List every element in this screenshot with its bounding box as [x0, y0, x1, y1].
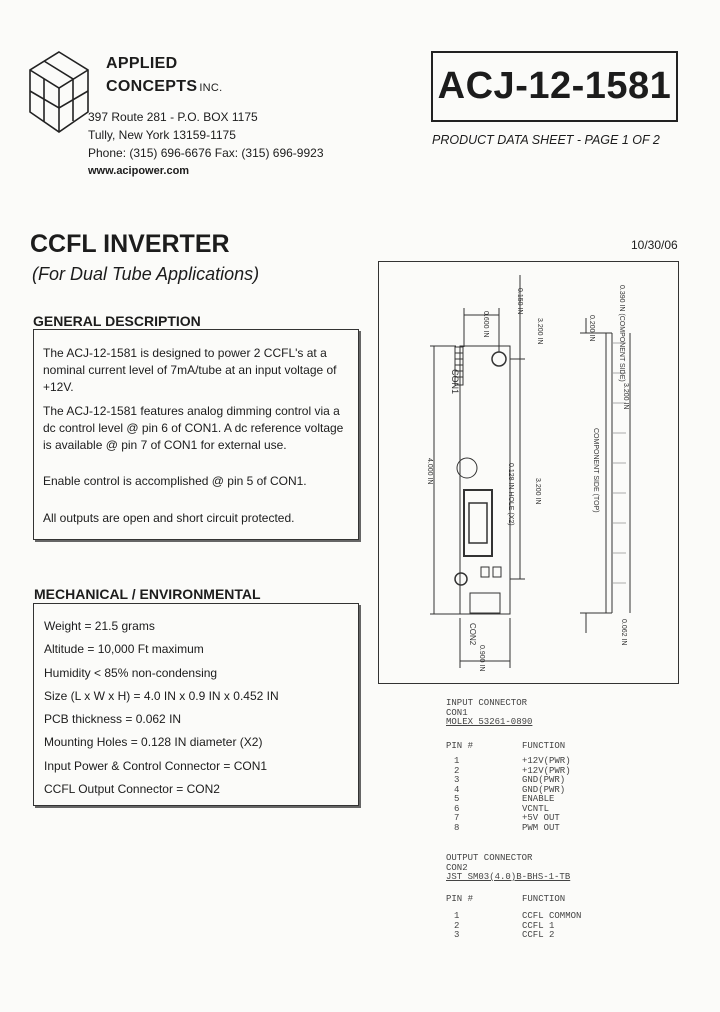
- table-row: 1 CCFL COMMON: [454, 911, 582, 921]
- spec-item: PCB thickness = 0.062 IN: [44, 712, 182, 727]
- dim-4000: 4.000 IN: [426, 458, 433, 485]
- dim-0150: 0.150 IN: [516, 288, 523, 315]
- spec-item: Weight = 21.5 grams: [44, 619, 155, 633]
- input-connector-title: INPUT CONNECTOR: [446, 698, 528, 708]
- document-date: 10/30/06: [631, 238, 678, 252]
- transformer-icon: [464, 490, 492, 556]
- component-side-label: COMPONENT SIDE (TOP): [592, 428, 599, 513]
- general-description-box: [33, 329, 359, 540]
- company-name-suffix: INC.: [199, 82, 223, 94]
- mechanical-box: [33, 603, 359, 806]
- dim-0062: 0.062 IN: [620, 619, 627, 646]
- input-connector-table: [446, 699, 571, 833]
- part-number-box: [431, 51, 678, 122]
- dim-0900: 0.900 IN: [478, 645, 485, 672]
- page-title: CCFL INVERTER: [30, 230, 230, 258]
- spec-item: Size (L x W x H) = 4.0 IN x 0.9 IN x 0.452 IN: [44, 688, 279, 703]
- col-pin-header: PIN #: [446, 893, 474, 904]
- company-logo-icon: [26, 50, 92, 142]
- con1-label: CON1: [450, 369, 460, 395]
- board-drawing: [380, 263, 677, 682]
- input-connector-name: CON1: [446, 707, 468, 718]
- description-paragraph: Enable control is accomplished @ pin 5 of CON1.: [43, 474, 307, 488]
- table-row: 3 CCFL 2: [454, 930, 555, 940]
- description-paragraph: The ACJ-12-1581 features analog dimming control via a dc control level @ pin 6 of CON1. A dc reference voltage is available @ pin 7 of CON1 for external use.: [43, 404, 344, 452]
- input-connector-part: MOLEX 53261-0890: [446, 717, 533, 727]
- dim-3200-c: 3.200 IN: [622, 383, 629, 410]
- dim-0390: 0.390 IN (COMPONENT SIDE): [618, 285, 625, 382]
- mounting-hole-icon: [455, 573, 467, 585]
- output-connector-table: [446, 854, 581, 941]
- table-row: 4 GND(PWR): [454, 784, 566, 795]
- mechanical-heading: MECHANICAL / ENVIRONMENTAL: [34, 586, 261, 602]
- output-connector-part: JST SM03(4.0)B-BHS-1-TB: [446, 872, 571, 882]
- col-function-header: FUNCTION: [522, 740, 566, 751]
- phone-fax: Phone: (315) 696-6676 Fax: (315) 696-9923: [88, 146, 324, 160]
- company-name: [106, 52, 223, 100]
- dim-hole: 0.128 IN HOLE (X2): [507, 463, 514, 526]
- dim-3200-a: 3.200 IN: [534, 478, 541, 505]
- spec-item: Mounting Holes = 0.128 IN diameter (X2): [44, 735, 263, 750]
- table-row: 2 +12V(PWR): [454, 765, 571, 776]
- part-number: ACJ-12-1581: [437, 65, 672, 107]
- output-connector-title: OUTPUT CONNECTOR: [446, 853, 533, 863]
- output-connector-name: CON2: [446, 862, 468, 873]
- company-name-line2: CONCEPTS: [106, 78, 198, 95]
- page-subtitle: (For Dual Tube Applications): [32, 264, 260, 284]
- description-paragraph: The ACJ-12-1581 is designed to power 2 CCFL's at a nominal current level of 7mA/tube at an input voltage of +12V.: [43, 346, 337, 394]
- table-row: 8 PWM OUT: [454, 822, 560, 833]
- mounting-hole-icon: [492, 352, 506, 366]
- table-row: 6 VCNTL: [454, 803, 550, 814]
- table-row: 2 CCFL 1: [454, 920, 555, 931]
- spec-item: Humidity < 85% non-condensing: [44, 665, 218, 680]
- spec-item: Altitude = 10,000 Ft maximum: [44, 642, 204, 657]
- pcb-outline: [460, 346, 510, 614]
- spec-item: CCFL Output Connector = CON2: [44, 782, 220, 797]
- description-paragraph: All outputs are open and short circuit protected.: [43, 511, 295, 525]
- website-link[interactable]: www.acipower.com: [88, 165, 190, 177]
- table-row: 7 +5V OUT: [454, 813, 560, 823]
- dim-0200: 0.200 IN: [588, 315, 595, 342]
- con2-label: CON2: [468, 623, 477, 646]
- general-description-heading: GENERAL DESCRIPTION: [33, 313, 201, 329]
- col-function-header: FUNCTION: [522, 893, 566, 904]
- col-pin-header: PIN #: [446, 740, 474, 751]
- address-line2: Tully, New York 13159-1175: [88, 128, 236, 142]
- spec-item: Input Power & Control Connector = CON1: [44, 758, 268, 773]
- dim-3200-b: 3.200 IN: [536, 318, 543, 345]
- table-row: 3 GND(PWR): [454, 775, 566, 785]
- table-row: 1 +12V(PWR): [454, 756, 571, 766]
- con2-connector: [470, 593, 500, 613]
- table-row: 5 ENABLE: [454, 794, 555, 804]
- company-name-line1: APPLIED: [106, 55, 178, 72]
- sheet-label: PRODUCT DATA SHEET - PAGE 1 OF 2: [432, 133, 660, 147]
- address-line1: 397 Route 281 - P.O. BOX 1175: [88, 110, 258, 124]
- dim-0600: 0.600 IN: [482, 311, 489, 338]
- company-address: [88, 108, 324, 180]
